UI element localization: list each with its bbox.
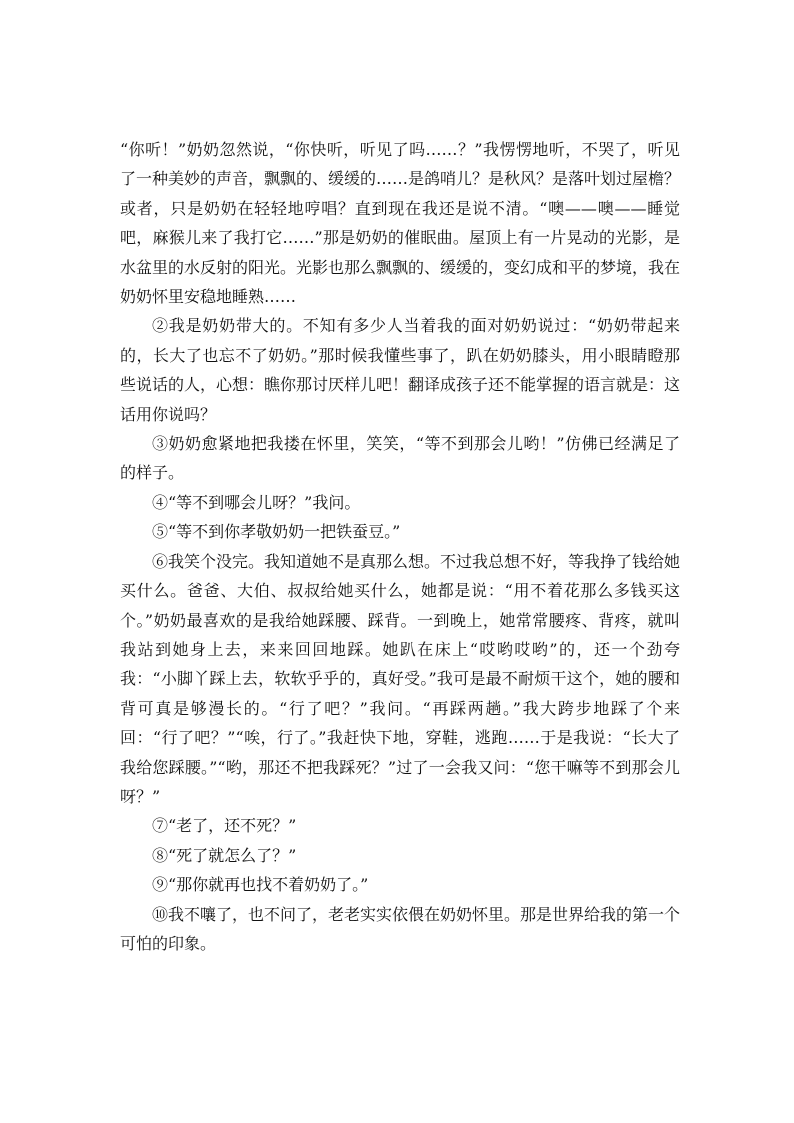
paragraph-8: ⑧“死了就怎么了？”: [152, 845, 297, 865]
paragraph-10: ⑩我不嚷了，也不问了，老老实实依偎在奶奶怀里。那是世界给我的第一个可怕的印象。: [120, 904, 681, 953]
paragraph-6: ⑥我笑个没完。我知道她不是真那么想。不过我总想不好，等我挣了钱给她买什么。爸爸、大伯、叔叔给她买什么，她都是说：“用不着花那么多钱买这个。”奶奶最喜欢的是我给她踩腰、踩背。一到晚上，她常常腰疼、背疼，就叫我站到她身上去，来来回回地踩。她趴在床上“哎哟哎哟”的，还一个劲夸我：“小脚丫踩上去，软软乎乎的，真好受。”我可是最不耐烦干这个，她的腰和背可真是够漫长的。“行了吧？”我问。“再踩两趟。”我大跨步地踩了个来回：“行了吧？”“唉，行了。”我赶快下地，穿鞋，逃跑……于是我说：“长大了我给您踩腰。”“哟，那还不把我踩死？”过了一会我又问：“您干嘛等不到那会儿呀？”: [120, 551, 681, 806]
document-page: [120, 135, 680, 958]
paragraph-7: ⑦“老了，还不死？”: [152, 816, 297, 836]
paragraph-1: “你听！”奶奶忽然说，“你快听，听见了吗……？”我愣愣地听，不哭了，听见了一种美妙的声音，飘飘的、缓缓的……是鸽哨儿？是秋风？是落叶划过屋檐？或者，只是奶奶在轻轻地哼唱？直到现在我还是说不清。“噢——噢——睡觉吧，麻猴儿来了我打它……”那是奶奶的催眠曲。屋顶上有一片晃动的光影，是水盆里的水反射的阳光。光影也那么飘飘的、缓缓的，变幻成和平的梦境，我在奶奶怀里安稳地睡熟……: [120, 140, 681, 307]
paragraph-3: ③奶奶愈紧地把我搂在怀里，笑笑，“等不到那会儿哟！”仿佛已经满足了的样子。: [120, 434, 680, 483]
paragraph-2: ②我是奶奶带大的。不知有多少人当着我的面对奶奶说过：“奶奶带起来的，长大了也忘不了奶奶。”那时候我懂些事了，趴在奶奶膝头，用小眼睛瞪那些说话的人，心想：瞧你那讨厌样儿吧！翻译成孩子还不能掌握的语言就是：这话用你说吗？: [120, 316, 681, 424]
paragraph-9: ⑨“那你就再也找不着奶奶了。”: [152, 875, 369, 895]
paragraph-4: ④“等不到哪会儿呀？”我问。: [152, 492, 361, 512]
paragraph-5: ⑤“等不到你孝敬奶奶一把铁蚕豆。”: [152, 522, 401, 542]
